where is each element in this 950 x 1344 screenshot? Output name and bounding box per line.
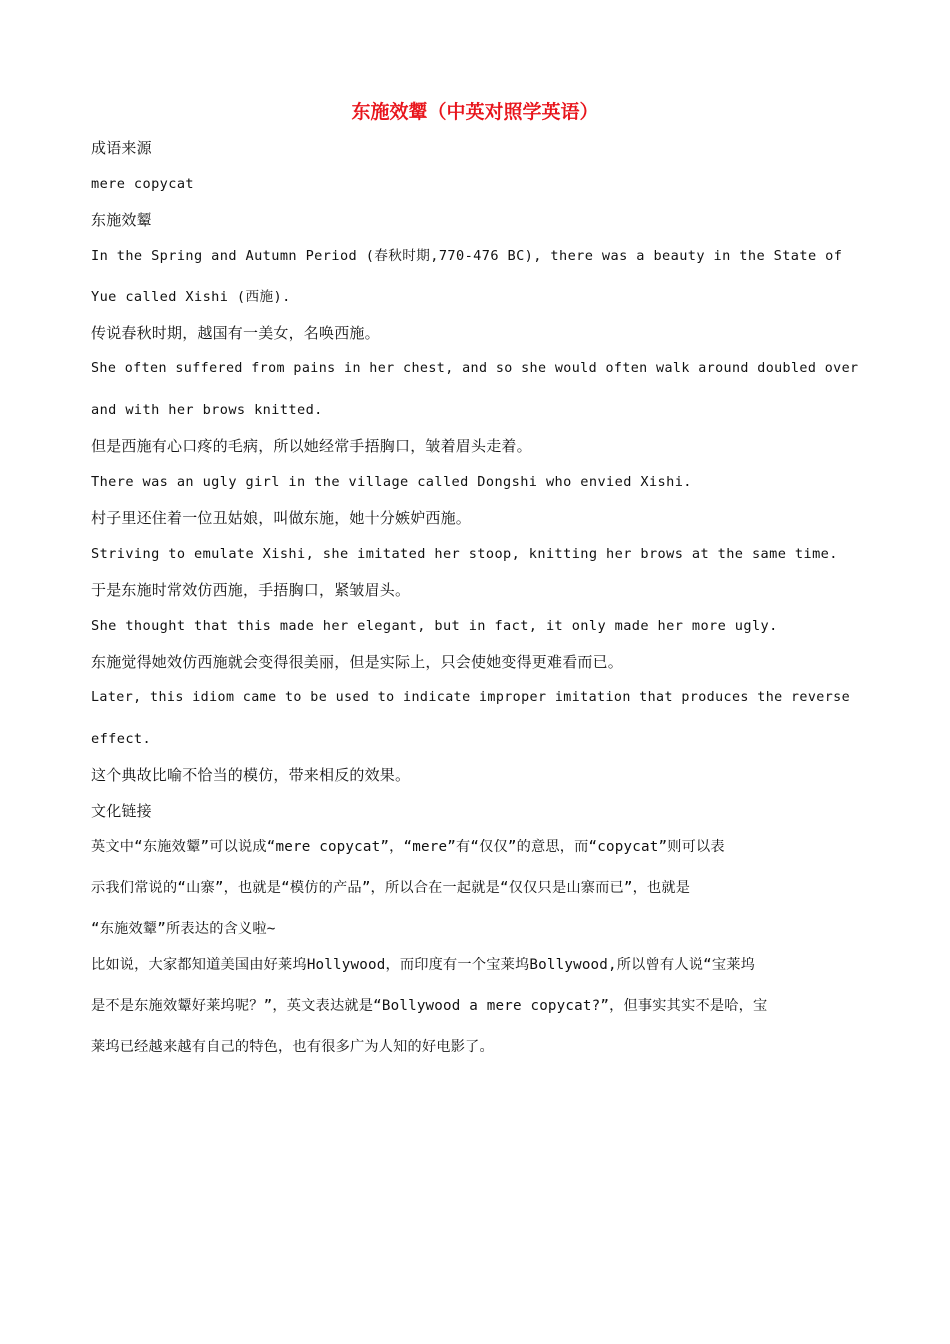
paragraph-line: Striving to emulate Xishi, she imitated her stoop, knitting her brows at the same time. <box>91 546 838 562</box>
paragraph-line: 英文中“东施效颦”可以说成“mere copycat”，“mere”有“仅仅”的意思，而“copycat”则可以表 <box>91 839 725 855</box>
paragraph-line: 示我们常说的“山寨”，也就是“模仿的产品”，所以合在一起就是“仅仅只是山寨而已”，也就是 <box>91 880 691 896</box>
paragraph-line: In the Spring and Autumn Period (春秋时期,770-476 BC), there was a beauty in the State of <box>91 248 843 264</box>
paragraph-line: There was an ugly girl in the village called Dongshi who envied Xishi. <box>91 474 692 490</box>
paragraph-line: 村子里还住着一位丑姑娘，叫做东施，她十分嫉妒西施。 <box>91 509 472 527</box>
paragraph-line: She often suffered from pains in her chest, and so she would often walk around doubled over <box>91 361 859 376</box>
page-title: 东施效颦（中英对照学英语） <box>351 101 599 123</box>
paragraph-line: 但是西施有心口疼的毛病，所以她经常手捂胸口，皱着眉头走着。 <box>91 437 532 455</box>
paragraph-line: 比如说，大家都知道美国由好莱坞Hollywood，而印度有一个宝莱坞Bollywood,所以曾有人说“宝莱坞 <box>91 957 756 973</box>
paragraph-line: Later, this idiom came to be used to indicate improper imitation that produces the reverse <box>91 690 851 705</box>
paragraph-line: effect. <box>91 731 152 747</box>
paragraph-line: “东施效颦”所表达的含义啦~ <box>91 921 276 937</box>
paragraph-line: 这个典故比喻不恰当的模仿，带来相反的效果。 <box>91 766 411 784</box>
paragraph-line: 是不是东施效颦好莱坞呢？”，英文表达就是“Bollywood a mere copycat?”，但事实其实不是哈，宝 <box>91 998 768 1014</box>
paragraph-line: She thought that this made her elegant, but in fact, it only made her more ugly. <box>91 618 778 634</box>
paragraph-line: and with her brows knitted. <box>91 402 323 418</box>
paragraph-line: mere copycat <box>91 176 195 192</box>
paragraph-line: 东施觉得她效仿西施就会变得很美丽，但是实际上，只会使她变得更难看而已。 <box>91 653 624 671</box>
paragraph-line: 莱坞已经越来越有自己的特色，也有很多广为人知的好电影了。 <box>91 1039 494 1055</box>
paragraph-line: 东施效颦 <box>91 211 152 229</box>
paragraph-line: 于是东施时常效仿西施，手捂胸口，紧皱眉头。 <box>91 581 411 599</box>
paragraph-line: Yue called Xishi (西施). <box>91 289 291 305</box>
document-body <box>91 134 861 1069</box>
section-heading-origin: 成语来源 <box>91 139 152 157</box>
paragraph-line: 传说春秋时期，越国有一美女，名唤西施。 <box>91 324 380 342</box>
section-heading-culture: 文化链接 <box>91 802 152 820</box>
